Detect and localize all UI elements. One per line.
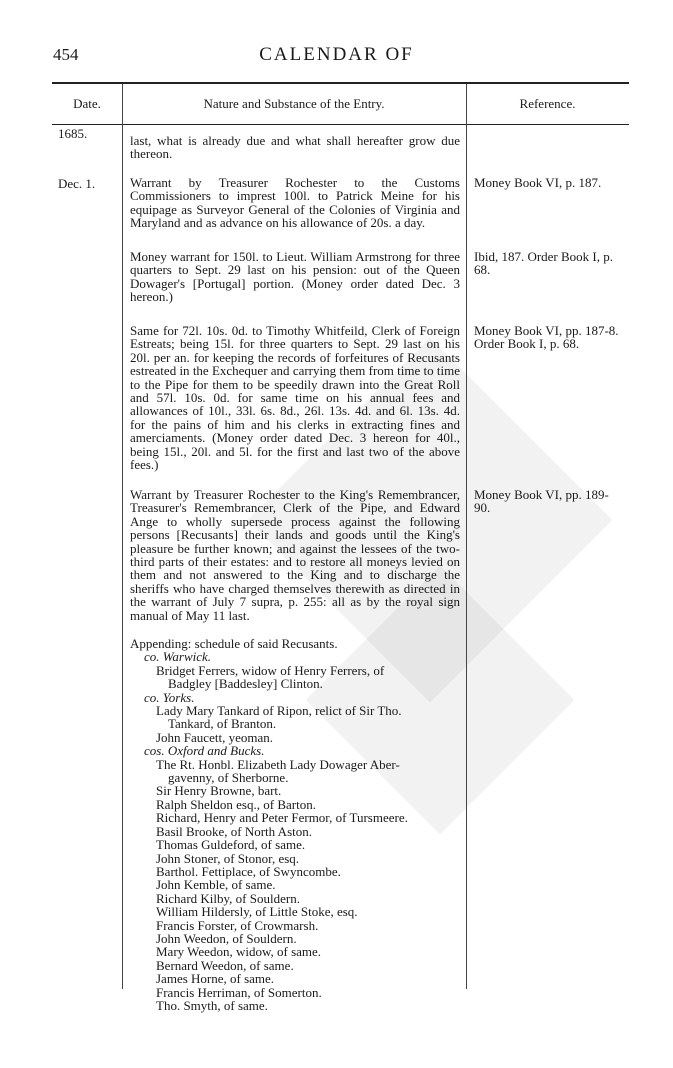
schedule-name: Mary Weedon, widow, of same. <box>156 944 322 960</box>
entry-reference: Money Book VI, p. 187. <box>474 175 602 190</box>
schedule-name: The Rt. Honbl. Elizabeth Lady Dowager Aber- <box>156 756 400 772</box>
schedule-name: Tankard, of Branton. <box>168 716 277 732</box>
running-head: CALENDAR OF <box>259 44 414 65</box>
entry-reference: Money Book VI, pp. 187-8. Order Book I, p. 68. <box>474 323 619 352</box>
entry-text: last, what is already due and what shall hereafter grow due thereon. <box>130 133 460 162</box>
schedule <box>130 637 460 1012</box>
schedule-name: Francis Herriman, of Somerton. <box>156 984 322 1000</box>
entry-reference: Ibid, 187. Order Book I, p. 68. <box>474 249 614 278</box>
schedule-county: co. Yorks. <box>144 689 195 705</box>
column-header-nature: Nature and Substance of the Entry. <box>203 96 385 111</box>
schedule-name: Sir Henry Browne, bart. <box>156 783 282 799</box>
column-divider-left <box>122 84 123 989</box>
entry-text: Money warrant for 150l. to Lieut. William Armstrong for three quarters to Sept. 29 last on his pension: out of the Queen Dowager's [Portugal] portion. (Money order dated Dec. 3 hereon.) <box>130 249 460 305</box>
schedule-county: cos. Oxford and Bucks. <box>144 743 265 759</box>
schedule-name: James Horne, of same. <box>156 971 275 987</box>
column-header-reference: Reference. <box>519 96 576 111</box>
schedule-name: Thomas Guldeford, of same. <box>156 837 306 853</box>
entry-reference: Money Book VI, pp. 189-90. <box>474 487 609 516</box>
entry-text: Warrant by Treasurer Rochester to the Customs Commissioners to imprest 100l. to Patrick Meine for his equipage as Surveyor General of the Colonies of Virginia and Maryland and as advance on his allowance of 20s. a day. <box>130 175 460 231</box>
page-number: 454 <box>53 45 79 64</box>
schedule-name: Lady Mary Tankard of Ripon, relict of Sir Tho. <box>156 703 402 719</box>
schedule-name: William Hildersly, of Little Stoke, esq. <box>156 904 358 920</box>
schedule-name: Tho. Smyth, of same. <box>156 997 268 1013</box>
schedule-name: John Stoner, of Stonor, esq. <box>156 850 300 866</box>
year-label: 1685. <box>58 126 88 141</box>
schedule-name: Richard Kilby, of Souldern. <box>156 890 300 906</box>
schedule-intro: Appending: schedule of said Recusants. <box>130 636 338 651</box>
top-rule <box>52 82 629 84</box>
schedule-name: Badgley [Baddesley] Clinton. <box>168 676 323 692</box>
column-header-date: Date. <box>73 96 101 111</box>
schedule-county: co. Warwick. <box>144 649 212 665</box>
schedule-name: John Weedon, of Souldern. <box>156 930 297 946</box>
schedule-name: Francis Forster, of Crowmarsh. <box>156 917 319 933</box>
schedule-name: John Faucett, yeoman. <box>156 729 273 745</box>
header-rule <box>52 124 629 125</box>
entry-text: Warrant by Treasurer Rochester to the King's Remembrancer, Treasurer's Remembrancer, Clerk of the Pipe, and Edward Ange to wholly supersede process against the following persons [Recusants] their lands and goods until the King's pleasure be further known; and against the lessees of the two-third parts of their estates: and to restore all moneys levied on them and not answered to the King and to discharge the sheriffs who have charged themselves therewith as directed in the warrant of July 7 supra, p. 255: all as by the royal sign manual of May 11 last. <box>130 487 460 623</box>
schedule-name: John Kemble, of same. <box>156 877 276 893</box>
schedule-name: Ralph Sheldon esq., of Barton. <box>156 796 316 812</box>
schedule-name: Bridget Ferrers, widow of Henry Ferrers, of <box>156 662 385 678</box>
column-divider-right <box>466 84 467 989</box>
schedule-name: Barthol. Fettiplace, of Swyncombe. <box>156 863 341 879</box>
entry-date: Dec. 1. <box>58 176 96 191</box>
schedule-name: Bernard Weedon, of same. <box>156 957 294 973</box>
entry-text: Same for 72l. 10s. 0d. to Timothy Whitfeild, Clerk of Foreign Estreats; being 15l. for three quarters to Sept. 29 last on his 20l. per an. for keeping the records of forfeitures of Recusants estreated in the Exchequer and carrying them from time to time to the Pipe for them to be speedily drawn into the Great Roll and 57l. 10s. 0d. for same time on his annual fees and allowances of 10l., 33l. 6s. 8d., 26l. 13s. 4d. and 6l. 13s. 4d. for the pains of him and his clerks in extracting fines and amerciaments. (Money order dated Dec. 3 hereon for 40l., being 15l., 20l. and 5l. for the first and last two of the above fees.) <box>130 323 460 473</box>
schedule-name: Basil Brooke, of North Aston. <box>156 823 312 839</box>
schedule-name: Richard, Henry and Peter Fermor, of Tursmeere. <box>156 810 408 826</box>
schedule-name: gavenny, of Sherborne. <box>168 770 289 786</box>
